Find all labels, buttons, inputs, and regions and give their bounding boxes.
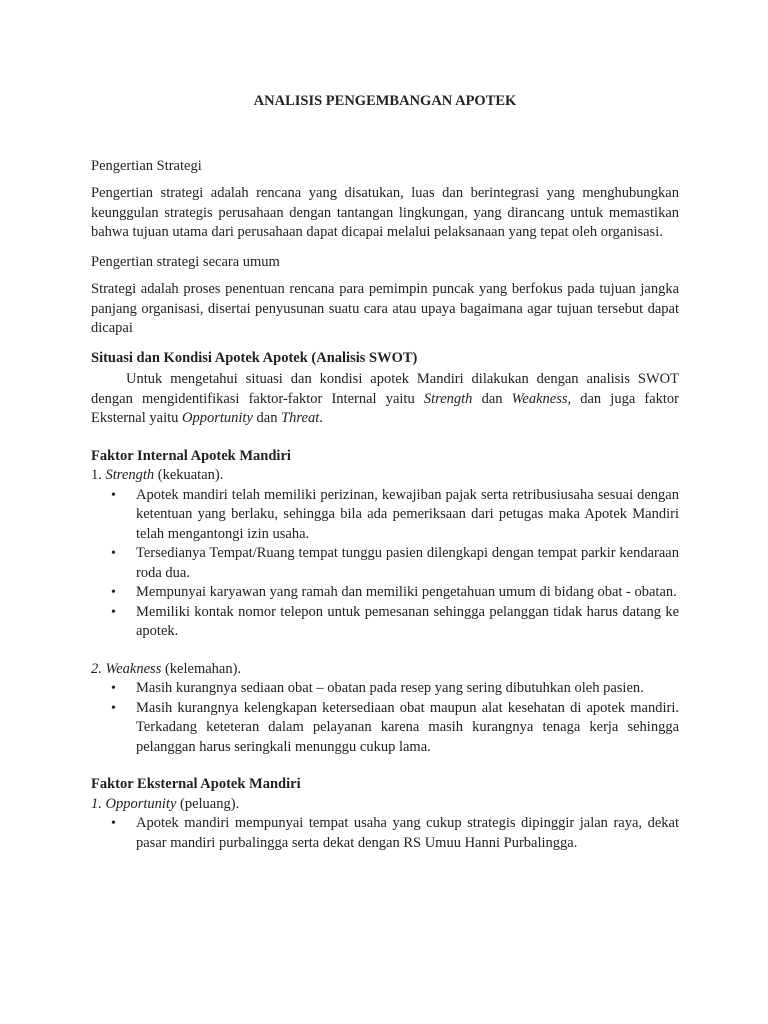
weakness-suffix: (kelemahan).: [161, 660, 242, 677]
list-item: • Apotek mandiri telah memiliki perizinan, kewajiban pajak serta retribusiusaha sesuai dengan ketentuan yang berlaku, sehingga bila ada pemeriksaan dari petugas maka Apotek Mandiri telah mengantongi izin usaha.: [91, 486, 679, 545]
section-heading-internal: Faktor Internal Apotek Mandiri: [91, 447, 291, 464]
list-item: • Masih kurangnya kelengkapan ketersediaan obat maupun alat kesehatan di apotek mandiri. Terkadang keteteran dalam pelayanan karena masih kurangnya tenaga kerja sehingga pelanggan harus seringkali menunggu cukup lama.: [91, 699, 679, 758]
opportunity-label: [91, 795, 679, 815]
document-content: [91, 92, 679, 853]
swot-weakness: Weakness,: [511, 390, 572, 407]
opportunity-term: 1. Opportunity: [91, 795, 177, 812]
strength-number: 1.: [91, 467, 106, 483]
list-item: • Tersedianya Tempat/Ruang tempat tunggu pasien dilengkapi dengan tempat parkir kendaraan roda dua.: [91, 544, 679, 583]
swot-threat: Threat: [281, 410, 320, 426]
opportunity-suffix: (peluang).: [176, 795, 240, 812]
paragraph-swot-intro: [91, 370, 679, 429]
list-item: • Masih kurangnya sediaan obat – obatan pada resep yang sering dibutuhkan oleh pasien.: [91, 679, 679, 699]
swot-intro-text-1: Untuk mengetahui situasi dan kondisi apotek Mandiri dilakukan dengan analisis SWOT dengan mengidentifikasi faktor-faktor Internal yaitu: [91, 371, 679, 407]
swot-intro-text-2: dan juga faktor Eksternal yaitu: [91, 390, 680, 426]
swot-end: .: [319, 410, 323, 426]
section-heading-strategi-umum: Pengertian strategi secara umum: [91, 253, 280, 270]
weakness-term: 2. Weakness: [91, 660, 162, 677]
strength-label: [91, 466, 679, 486]
swot-strength: Strength: [423, 390, 473, 407]
list-item: • Apotek mandiri mempunyai tempat usaha yang cukup strategis dipinggir jalan raya, dekat pasar mandiri purbalingga serta dekat dengan RS Umuu Hanni Purbalingga.: [91, 814, 679, 853]
strength-list: [91, 486, 679, 642]
swot-and-2: dan: [252, 410, 282, 426]
opportunity-list: [91, 814, 679, 853]
section-heading-swot: Situasi dan Kondisi Apotek Apotek (Analisis SWOT): [91, 349, 418, 366]
swot-and-1: dan: [472, 390, 512, 407]
weakness-label: [91, 660, 679, 680]
swot-opportunity: Opportunity: [182, 410, 253, 426]
section-heading-pengertian-strategi: Pengertian Strategi: [91, 157, 202, 174]
section-heading-external: Faktor Eksternal Apotek Mandiri: [91, 776, 301, 792]
strength-term: Strength: [105, 467, 155, 483]
paragraph-strategi-umum: Strategi adalah proses penentuan rencana para pemimpin puncak yang berfokus pada tujuan jangka panjang organisasi, disertai penyusunan suatu cara atau upaya bagaimana agar tujuan tersebut dapat dicapai: [91, 281, 679, 336]
document-title: ANALISIS PENGEMBANGAN APOTEK: [253, 93, 517, 109]
list-item: • Memiliki kontak nomor telepon untuk pemesanan sehingga pelanggan tidak harus datang ke apotek.: [91, 603, 679, 642]
weakness-list: [91, 679, 679, 757]
strength-suffix: (kekuatan).: [154, 467, 224, 483]
list-item: • Mempunyai karyawan yang ramah dan memiliki pengetahuan umum di bidang obat - obatan.: [91, 583, 679, 603]
paragraph-pengertian-strategi: Pengertian strategi adalah rencana yang disatukan, luas dan berintegrasi yang menghubungkan keunggulan strategis perusahaan dengan tantangan lingkungan, yang dirancang untuk memastikan bahwa tujuan utama dari perusahaan dapat dicapai melalui pelaksanaan yang tepat oleh organisasi.: [91, 185, 679, 240]
